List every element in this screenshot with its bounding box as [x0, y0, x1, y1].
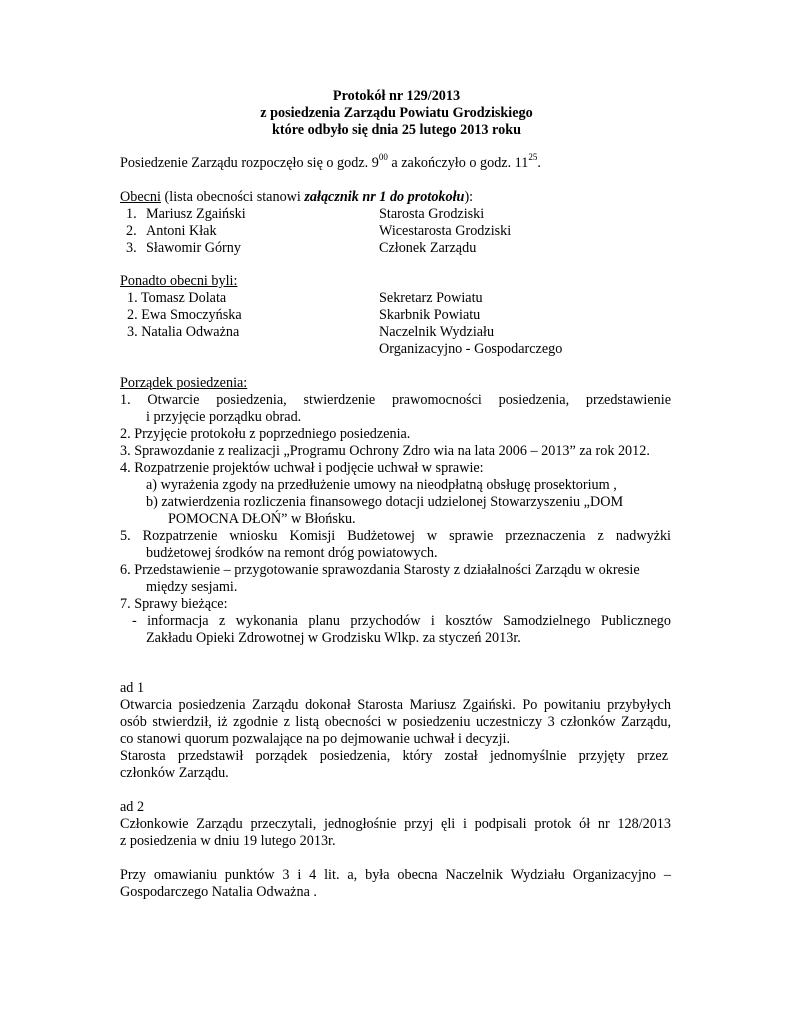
guest-role: Skarbnik Powiatu: [379, 307, 481, 323]
also-present-heading: Ponadto obecni byli:: [120, 273, 238, 289]
agenda-item-7-sub: - informacja z wykonania planu przychodów i kosztów Samodzielnego Publicznego: [132, 613, 671, 629]
agenda-item-4b-continued: POMOCNA DŁOŃ” w Błońsku.: [168, 511, 356, 527]
session-end-minutes: 25: [528, 152, 538, 163]
member-name: Antoni Kłak: [146, 223, 217, 239]
agenda-item-4b: b) zatwierdzenia rozliczenia finansowego dotacji udzielonej Stowarzyszeniu „DOM: [146, 494, 624, 510]
protocol-title: Protokół nr 129/2013: [332, 88, 461, 104]
ad1-paragraph-line: co stanowi quorum pozwalające na po dejmowanie uchwał i decyzji.: [120, 731, 511, 747]
ad2-paragraph-line: Gospodarczego Natalia Odważna .: [120, 884, 317, 900]
ad2-paragraph-line: z posiedzenia w dniu 19 lutego 2013r.: [120, 833, 336, 849]
present-heading: Obecni (lista obecności stanowi załącznik nr 1 do protokołu):: [120, 189, 474, 205]
guest-role: Naczelnik Wydziału: [379, 324, 495, 340]
agenda-heading: Porządek posiedzenia:: [120, 375, 248, 391]
protocol-subtitle: z posiedzenia Zarządu Powiatu Grodziskiego: [260, 105, 533, 121]
agenda-item-5-continued: budżetowej środków na remont dróg powiatowych.: [146, 545, 438, 561]
member-number: 2.: [126, 223, 137, 239]
member-role: Wicestarosta Grodziski: [379, 223, 512, 239]
ad1-paragraph-line: Starosta przedstawił porządek posiedzenia, który został jednomyślnie przyjęty przez: [120, 748, 668, 764]
agenda-item-4a: a) wyrażenia zgody na przedłużenie umowy na nieodpłatną obsługę prosektorium ,: [146, 477, 617, 493]
ad1-paragraph-line: osób stwierdził, iż zgodnie z listą obecności w posiedzeniu uczestniczy 3 członków Zarządu,: [120, 714, 671, 730]
agenda-item-5: 5. Rozpatrzenie wniosku Komisji Budżetowej w sprawie przeznaczenia z nadwyżki: [120, 528, 671, 544]
agenda-item-6: 6. Przedstawienie – przygotowanie sprawozdania Starosty z działalności Zarządu w okresie: [120, 562, 640, 578]
member-name: Mariusz Zgaiński: [146, 206, 246, 222]
session-end-text: a zakończyło o godz. 11: [387, 155, 529, 171]
guest-name: 2. Ewa Smoczyńska: [127, 307, 242, 323]
protocol-date: które odbyło się dnia 25 lutego 2013 roku: [272, 122, 521, 138]
ad1-heading: ad 1: [120, 680, 145, 696]
member-name: Sławomir Górny: [146, 240, 241, 256]
member-role: Starosta Grodziski: [379, 206, 485, 222]
agenda-item-4: 4. Rozpatrzenie projektów uchwał i podjęcie uchwał w sprawie:: [120, 460, 484, 476]
member-number: 3.: [126, 240, 137, 256]
agenda-item-1: 1. Otwarcie posiedzenia, stwierdzenie prawomocności posiedzenia, przedstawienie: [120, 392, 671, 408]
attachment-reference: załącznik nr 1 do protokołu: [304, 189, 465, 205]
agenda-item-7: 7. Sprawy bieżące:: [120, 596, 228, 612]
agenda-item-1-continued: i przyjęcie porządku obrad.: [146, 409, 302, 425]
guest-role: Sekretarz Powiatu: [379, 290, 483, 306]
ad2-paragraph-line: Członkowie Zarządu przeczytali, jednogłośnie przyj ęli i podpisali protok ół nr 128/2013: [120, 816, 671, 832]
ad2-paragraph-line: Przy omawianiu punktów 3 i 4 lit. a, była obecna Naczelnik Wydziału Organizacyjno –: [120, 867, 671, 883]
session-start-text: Posiedzenie Zarządu rozpoczęło się o godz. 9: [120, 155, 379, 171]
member-number: 1.: [126, 206, 137, 222]
agenda-item-2: 2. Przyjęcie protokołu z poprzedniego posiedzenia.: [120, 426, 411, 442]
agenda-item-6-continued: między sesjami.: [146, 579, 238, 595]
session-start-minutes: 00: [378, 152, 388, 163]
session-times: Posiedzenie Zarządu rozpoczęło się o godz. $9^{00}$ a zakończyło o godz. $11^{25}$.: [120, 152, 541, 171]
guest-name: 3. Natalia Odważna: [127, 324, 240, 340]
agenda-item-3: 3. Sprawozdanie z realizacji „Programu Ochrony Zdro wia na lata 2006 – 2013” za rok 2012.: [120, 443, 650, 459]
ad1-paragraph-line: członków Zarządu.: [120, 765, 229, 781]
member-role: Członek Zarządu: [379, 240, 477, 256]
guest-name: 1. Tomasz Dolata: [127, 290, 227, 306]
ad1-paragraph-line: Otwarcia posiedzenia Zarządu dokonał Starosta Mariusz Zgaiński. Po powitaniu przybyłych: [120, 697, 671, 713]
guest-role-continued: Organizacyjno - Gospodarczego: [379, 341, 563, 357]
agenda-item-7-sub-continued: Zakładu Opieki Zdrowotnej w Grodzisku Wlkp. za styczeń 2013r.: [146, 630, 521, 646]
ad2-heading: ad 2: [120, 799, 145, 815]
